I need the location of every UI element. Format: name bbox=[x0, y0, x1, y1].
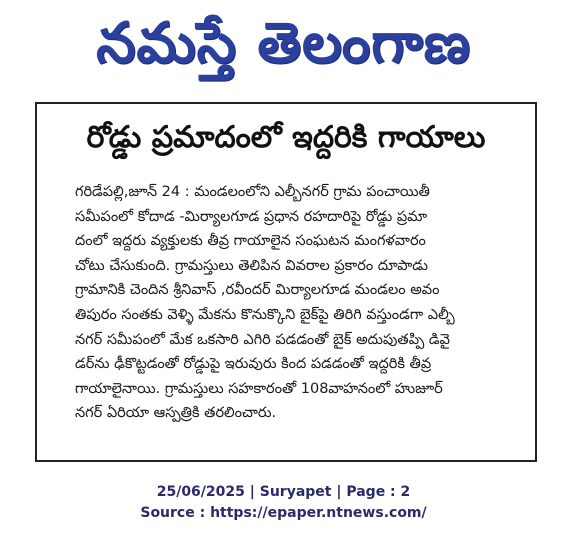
clipping-footer bbox=[0, 482, 567, 524]
article-line: దంలో ఇద్దరు వ్యక్తులకు తీవ్ర గాయాలైన సంఘటన మంగళవారం bbox=[75, 233, 426, 250]
article-line: గ్రామానికి చెందిన శ్రీనివాస్ ,రవీందర్ మిర్యాలగూడ మండలం అవం bbox=[75, 282, 440, 299]
article-headline: రోడ్డు ప్రమాదంలో ఇద్దరికి గాయాలు bbox=[86, 120, 486, 155]
article-line: నగర్ ఏరియా ఆస్పత్రికి తరలించారు. bbox=[75, 405, 277, 422]
article-line: నగర్ సమీపంలో మేక ఒకసారి ఎగిరి పడడంతో బైక్ అదుపుతప్పి డివై bbox=[75, 331, 450, 348]
masthead bbox=[0, 0, 567, 95]
article-line: చోటు చేసుకుంది. గ్రామస్తులు తెలిపిన వివరాల ప్రకారం దూపాడు bbox=[75, 257, 428, 274]
article-line: గరిడేపల్లి,జూన్ 24 : మండలంలోని ఎల్బీనగర్ గ్రామ పంచాయితీ bbox=[75, 184, 430, 200]
article-line: గాయాలైనాయి. గ్రామస్తులు సహకారంతో 108వాహనంలో హుజూర్ bbox=[75, 380, 443, 397]
dateline: 25/06/2025 | Suryapet | Page : 2 bbox=[156, 484, 411, 500]
article-line: తిపురం సంతకు వెళ్ళి మేకను కొనుక్కొని బైక్‌పై తిరిగి వస్తుండగా ఎల్బీ bbox=[75, 306, 455, 323]
article-line: సమీపంలో కోదాడ -మిర్యాలగూడ ప్రధాన రహదారిపై రోడ్డు ప్రమా bbox=[75, 208, 428, 225]
article-clipping bbox=[35, 102, 537, 462]
article-body bbox=[75, 180, 511, 426]
article-line: డర్‌ను ఢీకొట్టడంతో రోడ్డుపై ఇరువురు కింద పడడంతో ఇద్దరికి తీవ్ర bbox=[75, 356, 432, 373]
source-link[interactable]: Source : https://epaper.ntnews.com/ bbox=[140, 505, 427, 521]
newspaper-logo: నమస్తే తెలంగాణ bbox=[96, 11, 471, 76]
